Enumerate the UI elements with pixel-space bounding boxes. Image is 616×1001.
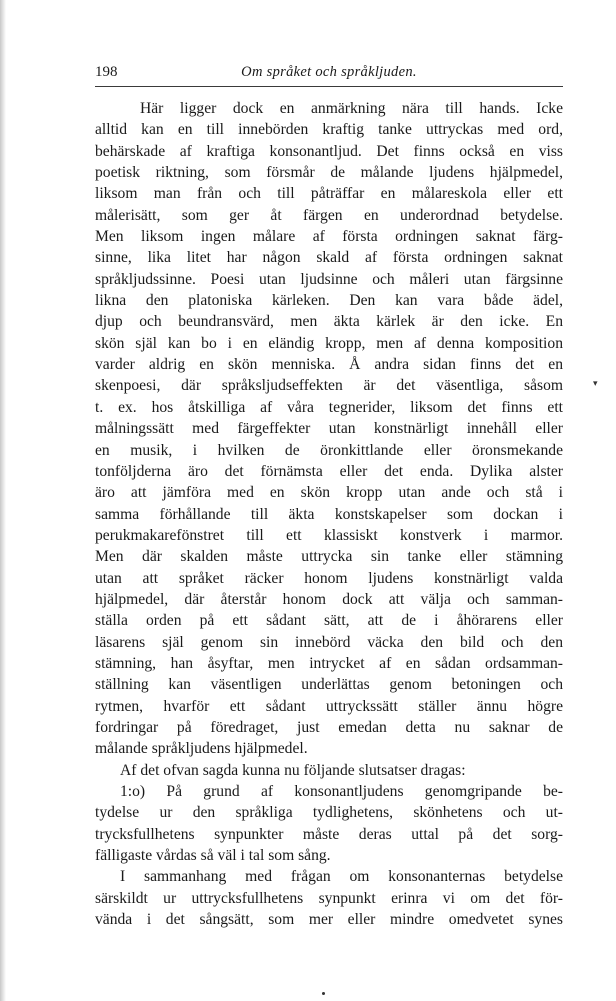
text-line: t. ex. hos åtskilliga af våra tegnerider, liksom det finns ett — [95, 398, 563, 416]
text-line: äro att jämföra med en skön kropp utan ande och stå i — [95, 484, 563, 502]
text-line: språkljudssinne. Poesi utan ljudsinne och måleri utan färgsinne — [95, 270, 563, 288]
running-title: Om språket och språkljuden. — [241, 64, 417, 80]
text-line: skön själ kan bo i en eländig kropp, men af denna komposition — [95, 334, 563, 352]
page-number: 198 — [95, 64, 118, 80]
text-line: fälligaste vårdas så väl i tal som sång. — [95, 847, 331, 865]
text-line: Af det ofvan sagda kunna nu följande slutsatser dragas: — [120, 761, 466, 779]
text-line: utan att språket räcker honom ljudens konstnärligt valda — [95, 569, 563, 587]
text-line: sinne, lika litet har någon skald af första ordningen saknat — [95, 249, 563, 267]
text-line: samma förhållande till äkta konstskapelser som dockan i — [95, 505, 563, 523]
text-line: särskildt ur uttrycksfullhetens synpunkt erinra vi om det för- — [95, 889, 563, 907]
page-edge-shadow — [0, 0, 6, 1001]
margin-mark: ▾ — [593, 378, 598, 388]
text-line: målningssätt med färgeffekter utan konstnärligt innehåll eller — [95, 420, 563, 438]
text-line: Men liksom ingen målare af första ordningen saknat färg- — [95, 228, 563, 246]
text-line: målande språkljudens hjälpmedel. — [95, 740, 308, 758]
text-line: Men där skalden måste uttrycka sin tanke eller stämning — [95, 548, 563, 566]
text-line: en musik, i hvilken de öronkittlande eller öronsmekande — [95, 441, 563, 459]
text-line: fordringar på föredraget, just emedan detta nu saknar de — [95, 718, 563, 736]
text-line: målerisätt, som ger åt färgen en underordnad betydelse. — [95, 206, 563, 224]
body-text — [95, 98, 563, 930]
text-line: varder aldrig en skön menniska. Å andra sidan finns det en — [95, 356, 563, 374]
text-line: liksom man från och till påträffar en målareskola eller ett — [95, 185, 563, 203]
text-line: rytmen, hvarför ett sådant uttryckssätt ställer ännu högre — [95, 697, 563, 715]
text-line: 1:o) På grund af konsonantljudens genomgripande be- — [120, 783, 563, 800]
text-line: Här ligger dock en anmärkning nära till hands. Icke — [140, 100, 563, 117]
text-line: trycksfullhetens synpunkter måste deras uttal på det sorg- — [95, 825, 563, 843]
page-header — [95, 64, 563, 87]
text-line: läsarens själ genom sin innebörd väcka den bild och den — [95, 633, 563, 651]
text-line: behärskade af kraftiga konsonantljud. Det finns också en viss — [95, 142, 563, 160]
text-line: vända i det sångsätt, som mer eller mindre omedvetet synes — [95, 911, 563, 929]
text-line: ställa orden på ett sådant sätt, att de i åhörarens eller — [95, 612, 563, 630]
text-line: poetisk riktning, som försmår de målande ljudens hjälpmedel, — [95, 164, 563, 182]
text-line: perukmakarefönstret till ett klassiskt konstverk i marmor. — [95, 526, 563, 544]
text-line: alltid kan en till innebörden kraftig tanke uttryckas med ord, — [95, 121, 563, 139]
footer-dot — [322, 992, 325, 995]
text-line: tydelse ur den språkliga tydlighetens, skönhetens och ut- — [95, 804, 563, 822]
text-line: ställning kan väsentligen underlättas genom betoningen och — [95, 676, 563, 694]
text-line: I sammanhang med frågan om konsonanternas betydelse — [120, 868, 563, 886]
text-line: skenpoesi, där språksljudseffekten är det väsentliga, såsom — [95, 377, 563, 395]
text-line: djup och beundransvärd, men äkta kärlek är den icke. En — [95, 313, 563, 331]
text-line: stämning, han åsyftar, men intrycket af en sådan ordsamman- — [95, 654, 563, 672]
text-line: hjälpmedel, där återstår honom dock att välja och samman- — [95, 590, 563, 608]
text-line: likna den platoniska kärleken. Den kan vara både ädel, — [95, 292, 563, 310]
text-line: tonföljderna äro det förnämsta eller det enda. Dylika alster — [95, 462, 563, 480]
